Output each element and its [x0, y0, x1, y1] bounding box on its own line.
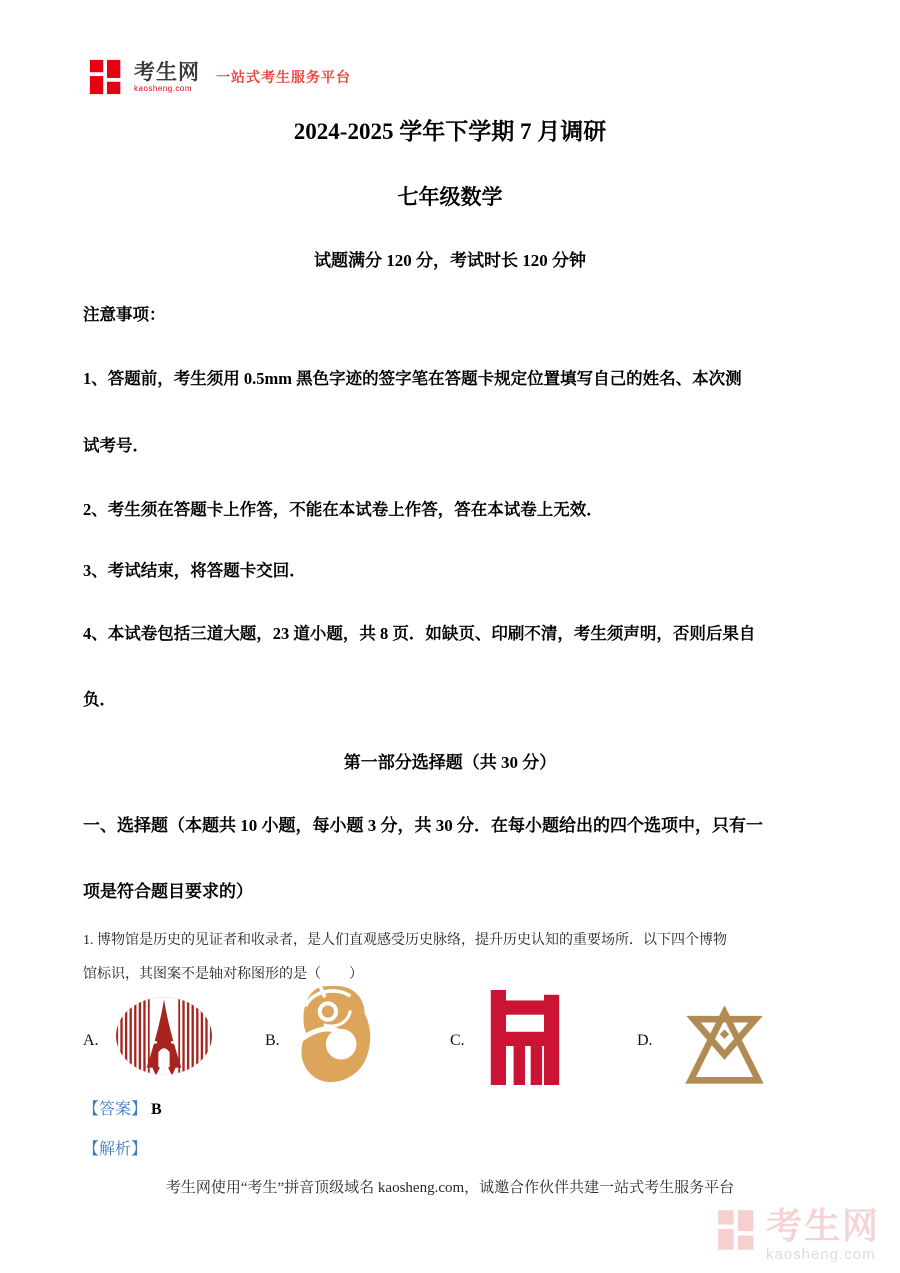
note-line: 4、本试卷包括三道大题，23 道小题，共 8 页．如缺页、印刷不清，考生须声明，否则后果自	[83, 624, 756, 643]
striped-oval-tower-museum-logo-icon	[113, 993, 215, 1086]
answer-line	[83, 1096, 162, 1119]
logo-brand-text: 考生网	[134, 60, 200, 84]
question-1-text-line: 馆标识，其图案不是轴对称图形的是（ ）	[83, 967, 363, 982]
note-line: 3、考试结束，将答题卡交回．	[83, 561, 306, 580]
section-instruction-line: 一、选择题（本题共 10 小题，每小题 3 分，共 30 分．在每小题给出的四个选项中，只有一	[83, 816, 763, 835]
red-geometric-museum-logo-icon	[487, 989, 563, 1091]
section-heading: 第一部分选择题（共 30 分）	[343, 753, 557, 772]
question-1-text-line: 1. 博物馆是历史的见证者和收录者，是人们直观感受历史脉络，提升历史认知的重要场所．以下四个博物	[83, 933, 727, 948]
notes-heading: 注意事项：	[83, 305, 166, 324]
exam-title: 2024-2025 学年下学期 7 月调研	[293, 119, 607, 144]
option-d-label: D.	[637, 1032, 653, 1049]
option-c-label: C.	[450, 1032, 465, 1049]
note-line: 2、考生须在答题卡上作答，不能在本试卷上作答，答在本试卷上无效．	[83, 500, 603, 519]
kaosheng-logo	[88, 58, 351, 96]
answer-label: 【答案】	[83, 1101, 148, 1118]
watermark-brand-text: 考生网	[766, 1205, 881, 1246]
note-line: 试考号．	[83, 436, 149, 455]
option-a-label: A.	[83, 1032, 99, 1049]
logo-tagline-text: 一站式考生服务平台	[216, 69, 351, 85]
analysis-line	[83, 1136, 147, 1159]
watermark-domain-text: kaosheng.com	[766, 1246, 876, 1263]
section-instruction-line: 项是符合题目要求的）	[83, 882, 253, 901]
bronze-triangle-museum-logo-icon	[676, 1006, 773, 1090]
jade-dragon-museum-logo-icon	[293, 984, 373, 1091]
exam-subject: 七年级数学	[397, 185, 503, 209]
kaosheng-watermark	[716, 1205, 881, 1263]
exam-info-line: 试题满分 120 分，考试时长 120 分钟	[314, 251, 586, 270]
analysis-label: 【解析】	[83, 1141, 148, 1158]
logo-domain-text: kaosheng.com	[134, 83, 193, 93]
footer-text: 考生网使用“考生”拼音顶级域名 kaosheng.com，诚邀合作伙伴共建一站式考生服务平台	[165, 1180, 735, 1196]
answer-value: B	[151, 1101, 162, 1118]
note-line: 1、答题前，考生须用 0.5mm 黑色字迹的签字笔在答题卡规定位置填写自己的姓名、本次测	[83, 369, 742, 388]
kaosheng-blocks-icon	[88, 58, 126, 96]
option-b-label: B.	[265, 1032, 280, 1049]
kaosheng-watermark-blocks-icon	[716, 1208, 760, 1257]
note-line: 负．	[83, 690, 116, 709]
